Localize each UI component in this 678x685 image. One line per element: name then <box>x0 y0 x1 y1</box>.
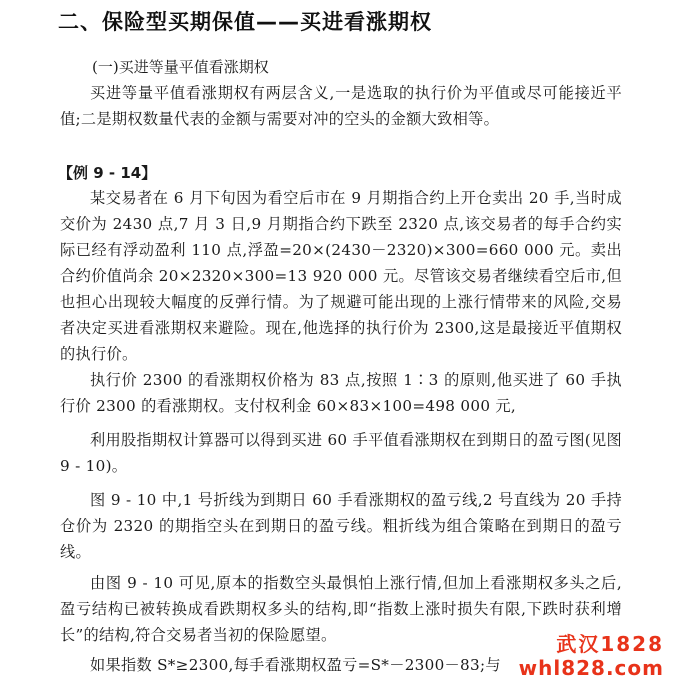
example-paragraph-6: 如果指数 S*≥2300,每手看涨期权盈亏=S*－2300－83;与 <box>90 656 501 674</box>
watermark-line-1: 武汉1828 <box>556 632 664 656</box>
subsection-heading: (一)买进等量平值看涨期权 <box>92 58 269 76</box>
watermark <box>519 632 664 680</box>
example-paragraph-3: 利用股指期权计算器可以得到买进 60 手平值看涨期权在到期日的盈亏图(见图 9 - 10)。 <box>60 431 623 475</box>
example-label: 【例 9 - 14】 <box>58 164 157 182</box>
example-paragraph-4: 图 9 - 10 中,1 号折线为到期日 60 手看涨期权的盈亏线,2 号直线为 20 手持仓价为 2320 的期指空头在到期日的盈亏线。粗折线为组合策略在到期日的盈亏线。 <box>60 491 622 561</box>
intro-paragraph: 买进等量平值看涨期权有两层含义,一是选取的执行价为平值或尽可能接近平值;二是期权数量代表的金额与需要对冲的空头的金额大致相等。 <box>60 84 622 128</box>
section-title: 二、保险型买期保值——买进看涨期权 <box>58 10 432 34</box>
watermark-line-2: whl828.com <box>518 656 664 680</box>
example-paragraph-5: 由图 9 - 10 可见,原本的指数空头最惧怕上涨行情,但加上看涨期权多头之后,盈亏结构已被转换成看跌期权多头的结构,即“指数上涨时损失有限,下跌时获利增长”的结构,符合交易者当初的保险愿望。 <box>60 574 622 644</box>
example-paragraph-1: 某交易者在 6 月下旬因为看空后市在 9 月期指合约上开仓卖出 20 手,当时成交价为 2430 点,7 月 3 日,9 月期指合约下跌至 2320 点,该交易者的每手合约实际已经有浮动盈利 110 点,浮盈=20×(2430－2320)×300=660 000 元。卖出合约价值尚余 20×2320×300=13 920 000 元。尽管该交易者继续看空后市,但也担心出现较大幅度的反弹行情。为了规避可能出现的上涨行情带来的风险,交易者决定买进看涨期权来避险。现在,他选择的执行价为 2300,这是最接近平值期权的执行价。 <box>60 189 622 363</box>
example-paragraph-2: 执行价 2300 的看涨期权价格为 83 点,按照 1∶3 的原则,他买进了 60 手执行价 2300 的看涨期权。支付权利金 60×83×100=498 000 元, <box>60 371 622 415</box>
